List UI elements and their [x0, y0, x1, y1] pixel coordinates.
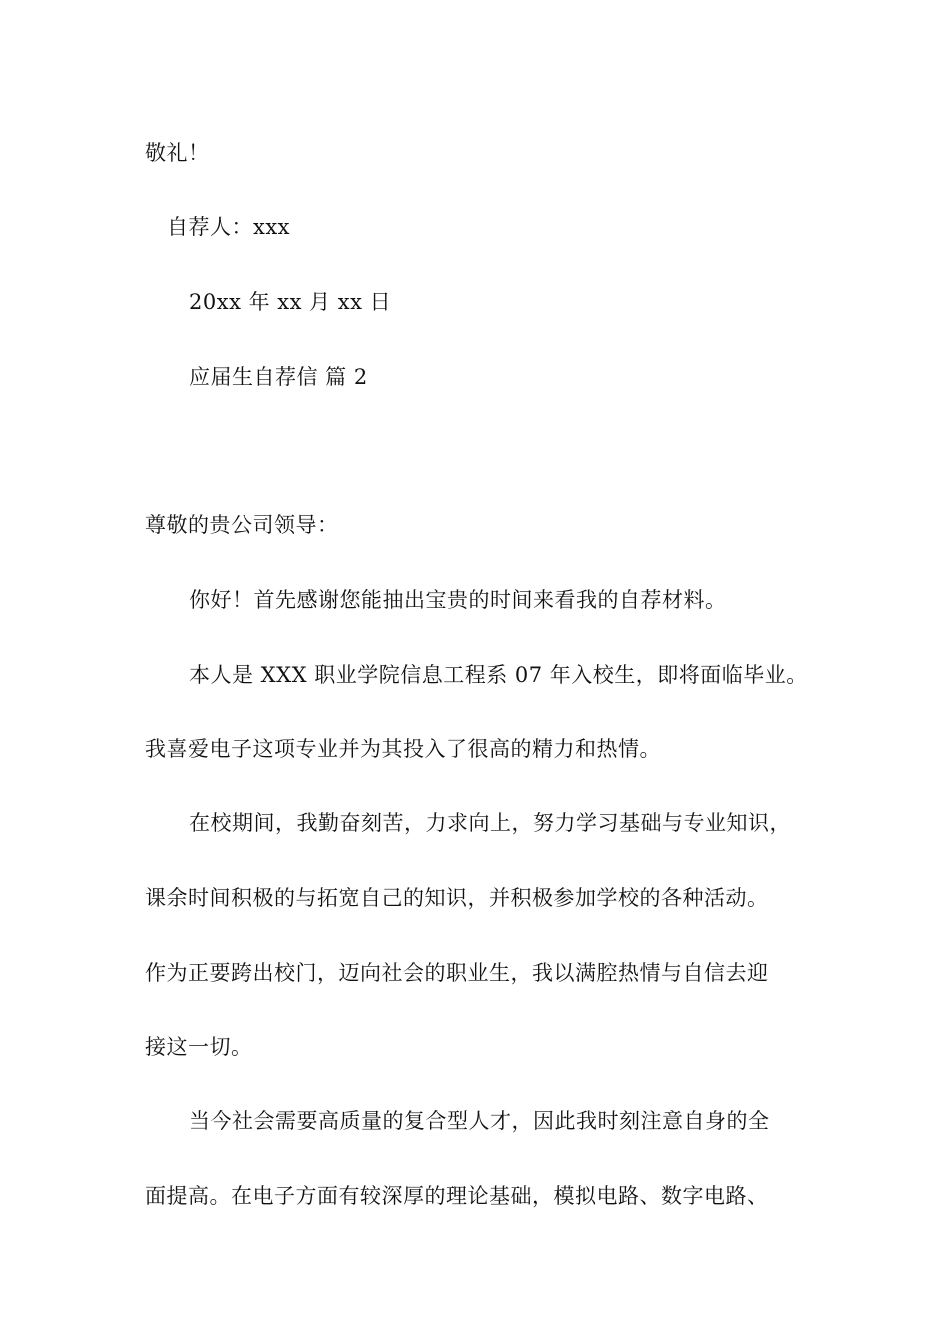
paragraph-line: 你好！首先感谢您能抽出宝贵的时间来看我的自荐材料。: [189, 588, 727, 612]
paragraph-line: 我喜爱电子这项专业并为其投入了很高的精力和热情。: [145, 737, 661, 761]
signature-line: 自荐人：xxx: [167, 215, 291, 239]
paragraph-line: 当今社会需要高质量的复合型人才，因此我时刻注意自身的全: [189, 1109, 770, 1133]
paragraph-line: 接这一切。: [145, 1035, 253, 1059]
closing-salute: 敬礼！: [145, 141, 210, 165]
date-line: 20xx 年 xx 月 xx 日: [189, 290, 392, 314]
paragraph-line: 在校期间，我勤奋刻苦，力求向上，努力学习基础与专业知识，: [189, 811, 791, 835]
section-title: 应届生自荐信 篇 2: [189, 365, 368, 389]
paragraph-line: 作为正要跨出校门，迈向社会的职业生，我以满腔热情与自信去迎: [145, 961, 769, 985]
paragraph-line: 面提高。在电子方面有较深厚的理论基础，模拟电路、数字电路、: [145, 1184, 769, 1208]
letter-greeting: 尊敬的贵公司领导：: [145, 513, 339, 537]
paragraph-line: 本人是 XXX 职业学院信息工程系 07 年入校生，即将面临毕业。: [189, 663, 808, 687]
paragraph-line: 课余时间积极的与拓宽自己的知识，并积极参加学校的各种活动。: [145, 886, 769, 910]
